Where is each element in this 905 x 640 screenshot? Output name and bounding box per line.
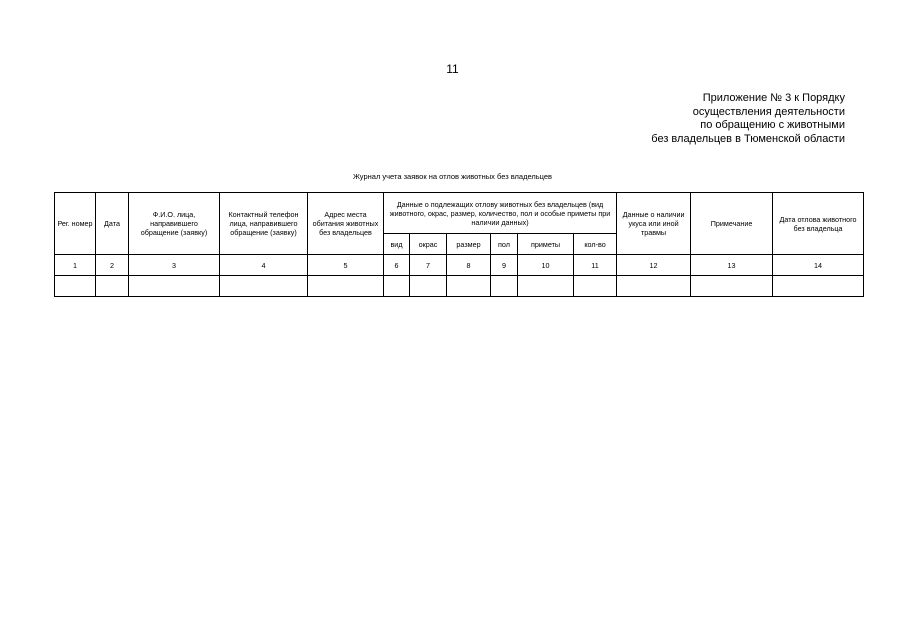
subheader-kind: вид [384, 234, 410, 255]
header-bite-data: Данные о наличии укуса или иной травмы [617, 193, 691, 255]
empty-cell [308, 276, 384, 297]
header-address: Адрес места обитания животных без владельцев [308, 193, 384, 255]
column-number: 12 [617, 255, 691, 276]
header-reg-number: Рег. номер [55, 193, 96, 255]
column-number: 3 [129, 255, 220, 276]
column-number: 9 [491, 255, 518, 276]
header-capture-date: Дата отлова животного без владельца [773, 193, 864, 255]
column-number: 2 [96, 255, 129, 276]
empty-cell [491, 276, 518, 297]
header-row [55, 193, 864, 234]
empty-cell [518, 276, 574, 297]
subheader-count: кол-во [574, 234, 617, 255]
column-number: 4 [220, 255, 308, 276]
empty-cell [617, 276, 691, 297]
column-number: 1 [55, 255, 96, 276]
column-number: 10 [518, 255, 574, 276]
subheader-size: размер [447, 234, 491, 255]
header-date: Дата [96, 193, 129, 255]
empty-cell [384, 276, 410, 297]
subheader-color: окрас [410, 234, 447, 255]
empty-cell [220, 276, 308, 297]
header-animal-data: Данные о подлежащих отлову животных без владельцев (вид животного, окрас, размер, количество, пол и особые приметы при наличии данных) [384, 193, 617, 234]
empty-cell [96, 276, 129, 297]
appendix-line: осуществления деятельности [692, 105, 845, 118]
column-number: 7 [410, 255, 447, 276]
appendix-line: по обращению с животными [700, 119, 845, 131]
empty-cell [447, 276, 491, 297]
journal-title: Журнал учета заявок на отлов животных без владельцев [352, 172, 553, 181]
page-number: 11 [446, 62, 459, 76]
appendix-line: Приложение № 3 к Порядку [702, 92, 845, 104]
column-number-row [55, 255, 864, 276]
empty-cell [129, 276, 220, 297]
journal-table [54, 192, 864, 297]
empty-entry-row [55, 276, 864, 297]
subheader-sex: пол [491, 234, 518, 255]
header-phone: Контактный телефон лица, направившего обращение (заявку) [220, 193, 308, 255]
column-number: 14 [773, 255, 864, 276]
column-number: 8 [447, 255, 491, 276]
empty-cell [410, 276, 447, 297]
column-number: 13 [691, 255, 773, 276]
column-number: 11 [574, 255, 617, 276]
empty-cell [773, 276, 864, 297]
empty-cell [691, 276, 773, 297]
empty-cell [55, 276, 96, 297]
appendix-note [651, 92, 845, 146]
appendix-line: без владельцев в Тюменской области [651, 132, 845, 145]
column-number: 5 [308, 255, 384, 276]
empty-cell [574, 276, 617, 297]
subheader-marks: приметы [518, 234, 574, 255]
header-note: Примечание [691, 193, 773, 255]
header-fio: Ф.И.О. лица, направившего обращение (заявку) [129, 193, 220, 255]
column-number: 6 [384, 255, 410, 276]
